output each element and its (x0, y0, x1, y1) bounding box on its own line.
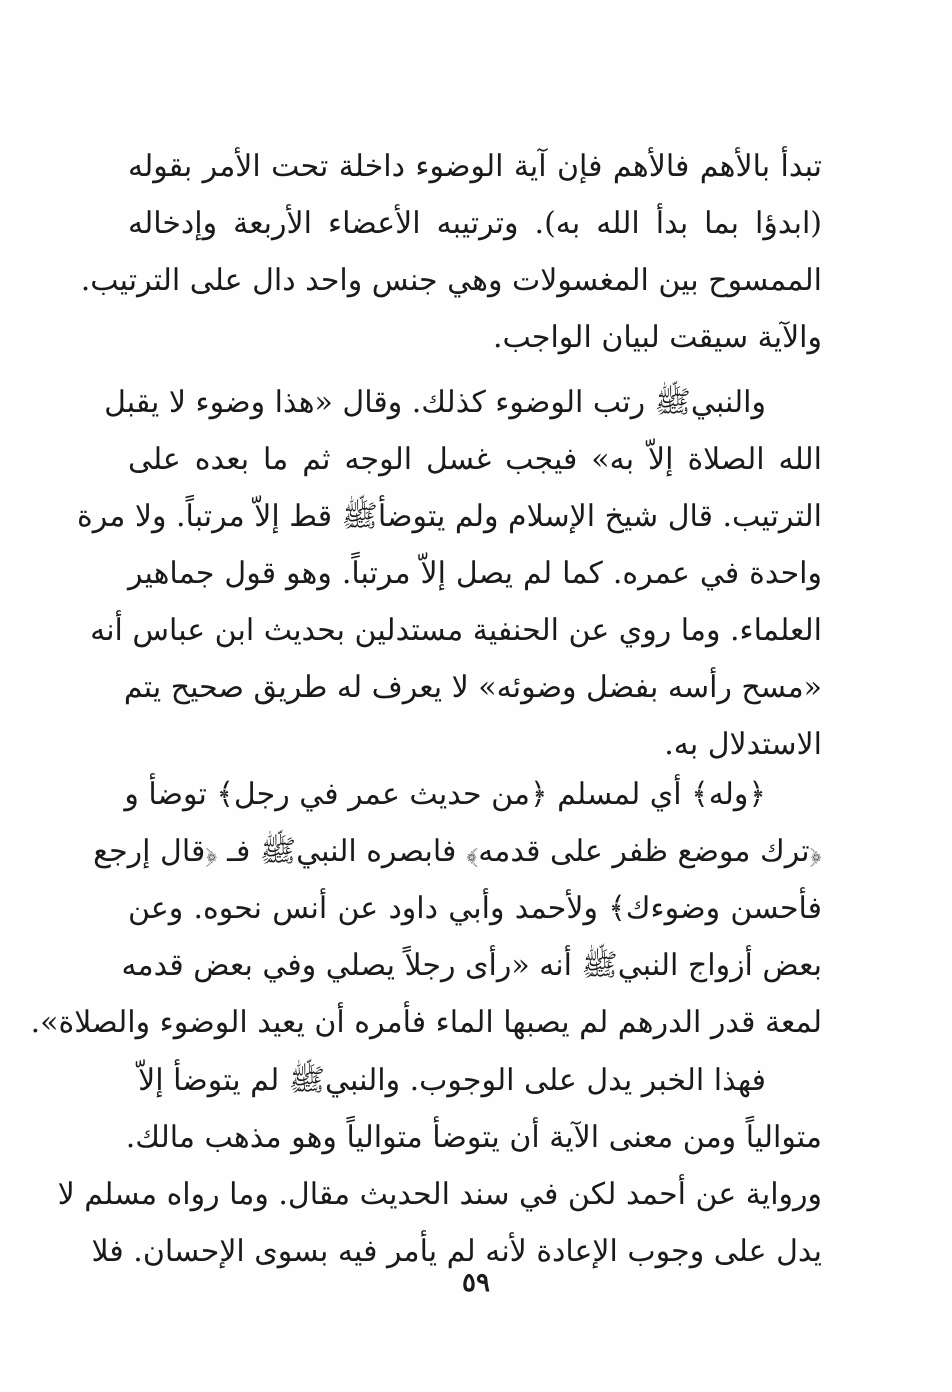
text-line: الله الصلاة إلاّ به» فيجب غسل الوجه ثم ما بعده على (128, 442, 822, 477)
paragraph-3 (30, 766, 822, 1051)
page-number: ٥٩ (462, 1268, 490, 1298)
paragraph-1 (80, 138, 822, 366)
text-line: الاستدلال به. (664, 727, 822, 762)
text-line: واحدة في عمره. كما لم يصل إلاّ مرتباً. وهو قول جماهير (128, 556, 822, 591)
text-line: فهذا الخبر يدل على الوجوب. والنبيﷺ لم يتوضأ إلاّ (138, 1063, 766, 1098)
text-line: بعض أزواج النبيﷺ أنه «رأى رجلاً يصلي وفي بعض قدمه (121, 948, 822, 983)
text-line: متوالياً ومن معنى الآية أن يتوضأ متوالياً وهو مذهب مالك. (125, 1120, 822, 1155)
text-line: الممسوح بين المغسولات وهي جنس واحد دال على الترتيب. (80, 263, 822, 298)
text-line: تبدأ بالأهم فالأهم فإن آية الوضوء داخلة تحت الأمر بقوله (128, 149, 822, 184)
text-line: ورواية عن أحمد لكن في سند الحديث مقال. وما رواه مسلم لا (57, 1177, 822, 1212)
text-line: الترتيب. قال شيخ الإسلام ولم يتوضأﷺ قط إلاّ مرتباً. ولا مرة (77, 499, 822, 534)
text-line: والآية سيقت لبيان الواجب. (492, 320, 822, 355)
text-line: ﴿ترك موضع ظفر على قدمه﴾ فابصره النبيﷺ فـ ﴿قال إرجع (93, 834, 822, 869)
text-line: «مسح رأسه بفضل وضوئه» لا يعرف له طريق صحيح يتم (123, 670, 822, 705)
text-line: ﴿وله﴾ أي لمسلم ﴿من حديث عمر في رجل﴾ توضأ و (124, 777, 766, 812)
text-line: يدل على وجوب الإعادة لأنه لم يأمر فيه بسوى الإحسان. فلا (91, 1234, 822, 1269)
paragraph-4 (57, 1052, 822, 1280)
text-line: (ابدؤا بما بدأ الله به). وترتيبه الأعضاء الأربعة وإدخاله (128, 206, 822, 241)
text-line: فأحسن وضوءك﴾ ولأحمد وأبي داود عن أنس نحوه. وعن (128, 891, 822, 926)
text-line: العلماء. وما روي عن الحنفية مستدلين بحديث ابن عباس أنه (90, 613, 822, 648)
text-line: لمعة قدر الدرهم لم يصبها الماء فأمره أن يعيد الوضوء والصلاة». (30, 1005, 822, 1040)
text-line: والنبيﷺ رتب الوضوء كذلك. وقال «هذا وضوء لا يقبل (104, 385, 766, 420)
paragraph-2 (77, 374, 822, 773)
